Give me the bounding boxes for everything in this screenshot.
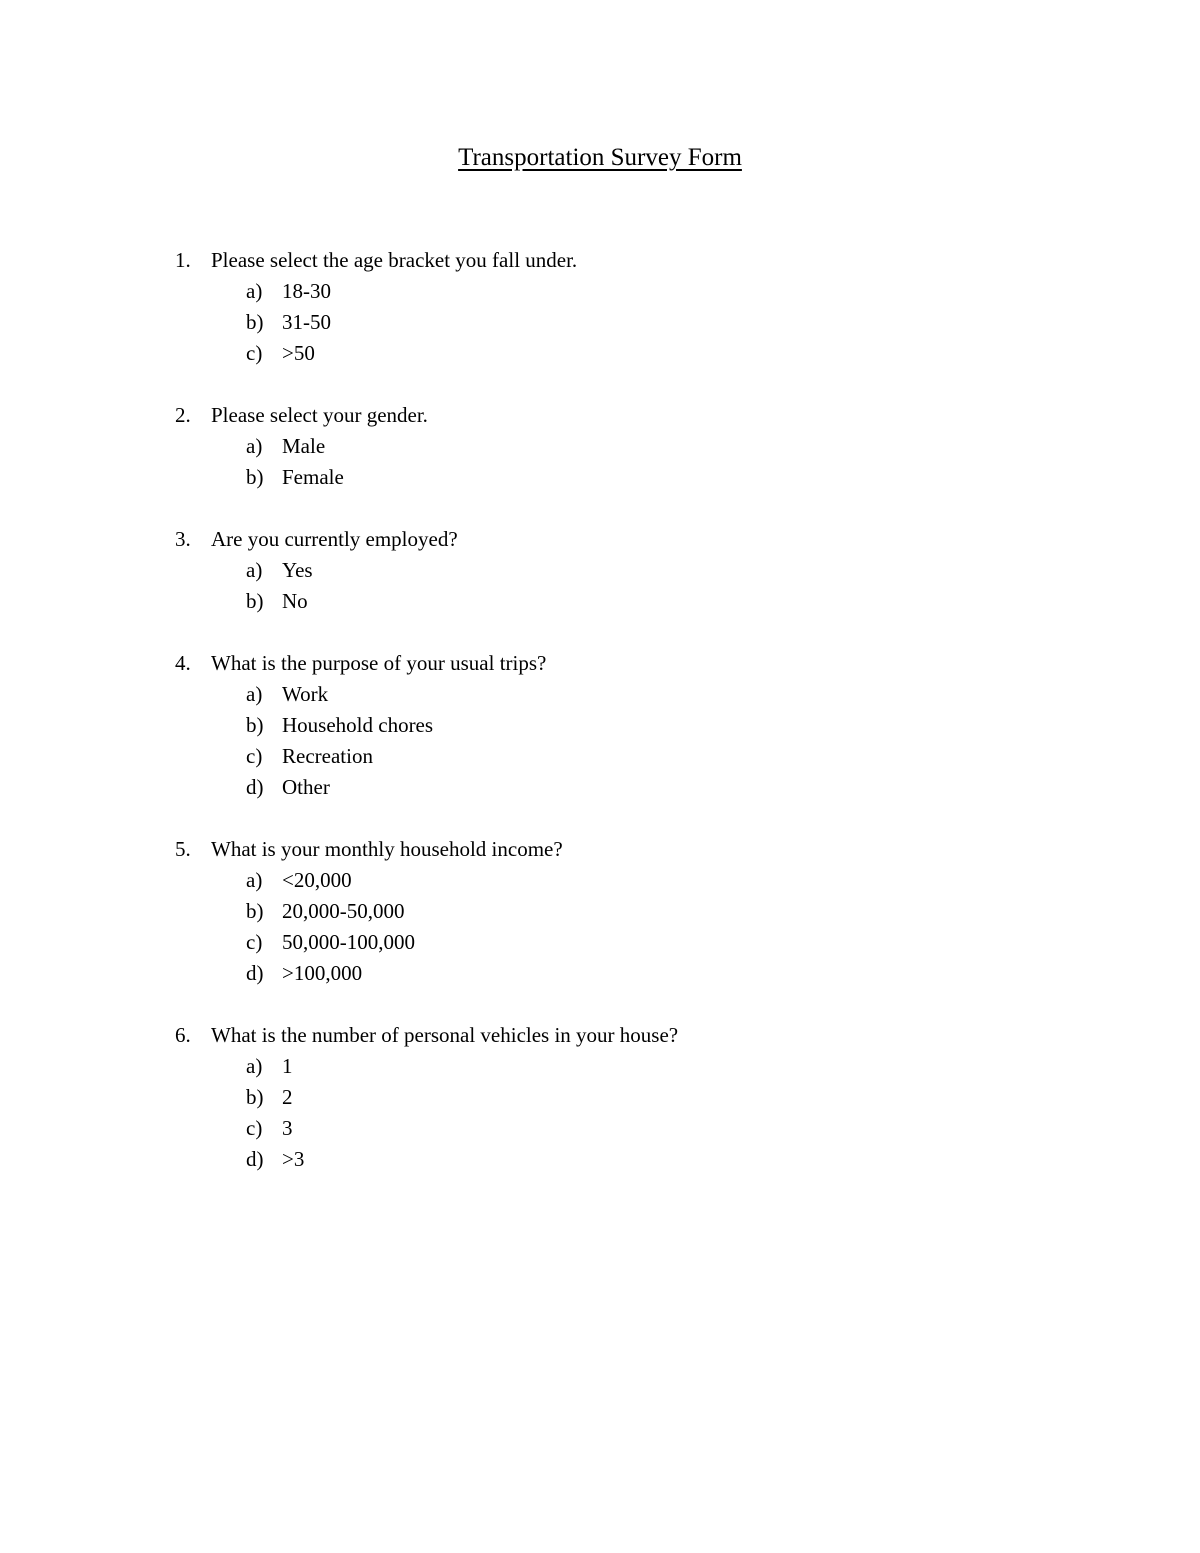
question-line bbox=[0, 245, 1200, 276]
question-text: Are you currently employed? bbox=[211, 527, 458, 551]
answer-option bbox=[0, 338, 1200, 369]
answer-option bbox=[0, 1113, 1200, 1144]
question-text: Please select your gender. bbox=[211, 403, 428, 427]
option-letter: c) bbox=[246, 930, 263, 954]
answer-option bbox=[0, 555, 1200, 586]
option-text: Household chores bbox=[282, 713, 434, 737]
question-2 bbox=[0, 400, 1200, 493]
option-text: 20,000-50,000 bbox=[282, 899, 405, 923]
option-text: Other bbox=[282, 775, 330, 799]
answer-option bbox=[0, 586, 1200, 617]
answer-option bbox=[0, 1051, 1200, 1082]
option-text: >3 bbox=[282, 1147, 305, 1171]
answer-option bbox=[0, 741, 1200, 772]
option-letter: c) bbox=[246, 744, 263, 768]
answer-option bbox=[0, 276, 1200, 307]
question-5 bbox=[0, 834, 1200, 989]
option-letter: b) bbox=[246, 1085, 264, 1109]
option-text: 3 bbox=[282, 1116, 293, 1140]
option-text: No bbox=[282, 589, 308, 613]
option-letter: a) bbox=[246, 682, 263, 706]
option-letter: c) bbox=[246, 1116, 263, 1140]
question-text: What is the number of personal vehicles in your house? bbox=[211, 1023, 679, 1047]
question-text: Please select the age bracket you fall under. bbox=[211, 248, 578, 272]
answer-option bbox=[0, 1144, 1200, 1175]
option-letter: b) bbox=[246, 465, 264, 489]
answer-option bbox=[0, 772, 1200, 803]
option-text: >100,000 bbox=[282, 961, 363, 985]
option-text: 50,000-100,000 bbox=[282, 930, 415, 954]
option-text: 31-50 bbox=[282, 310, 331, 334]
question-number: 3. bbox=[175, 527, 191, 551]
answer-option bbox=[0, 927, 1200, 958]
question-number: 2. bbox=[175, 403, 191, 427]
option-letter: d) bbox=[246, 961, 264, 985]
option-text: <20,000 bbox=[282, 868, 352, 892]
answer-option bbox=[0, 958, 1200, 989]
question-number: 4. bbox=[175, 651, 191, 675]
answer-option bbox=[0, 1082, 1200, 1113]
answer-option bbox=[0, 896, 1200, 927]
option-letter: d) bbox=[246, 775, 264, 799]
question-number: 6. bbox=[175, 1023, 191, 1047]
option-letter: b) bbox=[246, 589, 264, 613]
option-text: 1 bbox=[282, 1054, 293, 1078]
option-text: 18-30 bbox=[282, 279, 331, 303]
question-number: 1. bbox=[175, 248, 191, 272]
option-text: >50 bbox=[282, 341, 315, 365]
option-letter: b) bbox=[246, 310, 264, 334]
question-1 bbox=[0, 245, 1200, 369]
answer-option bbox=[0, 307, 1200, 338]
question-text: What is the purpose of your usual trips? bbox=[211, 651, 547, 675]
question-line bbox=[0, 1020, 1200, 1051]
option-letter: b) bbox=[246, 713, 264, 737]
option-letter: a) bbox=[246, 558, 263, 582]
option-letter: a) bbox=[246, 1054, 263, 1078]
question-line bbox=[0, 400, 1200, 431]
answer-option bbox=[0, 865, 1200, 896]
option-letter: d) bbox=[246, 1147, 264, 1171]
answer-option bbox=[0, 710, 1200, 741]
question-list bbox=[0, 245, 1200, 1206]
question-text: What is your monthly household income? bbox=[211, 837, 563, 861]
page-title: Transportation Survey Form bbox=[458, 144, 742, 171]
option-text: Male bbox=[282, 434, 326, 458]
option-text: Yes bbox=[282, 558, 313, 582]
option-letter: a) bbox=[246, 434, 263, 458]
option-text: Work bbox=[282, 682, 329, 706]
option-text: 2 bbox=[282, 1085, 293, 1109]
question-line bbox=[0, 648, 1200, 679]
question-number: 5. bbox=[175, 837, 191, 861]
option-letter: c) bbox=[246, 341, 263, 365]
question-3 bbox=[0, 524, 1200, 617]
answer-option bbox=[0, 462, 1200, 493]
question-4 bbox=[0, 648, 1200, 803]
question-line bbox=[0, 834, 1200, 865]
answer-option bbox=[0, 431, 1200, 462]
option-letter: a) bbox=[246, 279, 263, 303]
answer-option bbox=[0, 679, 1200, 710]
question-line bbox=[0, 524, 1200, 555]
option-text: Recreation bbox=[282, 744, 373, 768]
option-letter: b) bbox=[246, 899, 264, 923]
question-6 bbox=[0, 1020, 1200, 1175]
option-letter: a) bbox=[246, 868, 263, 892]
option-text: Female bbox=[282, 465, 344, 489]
